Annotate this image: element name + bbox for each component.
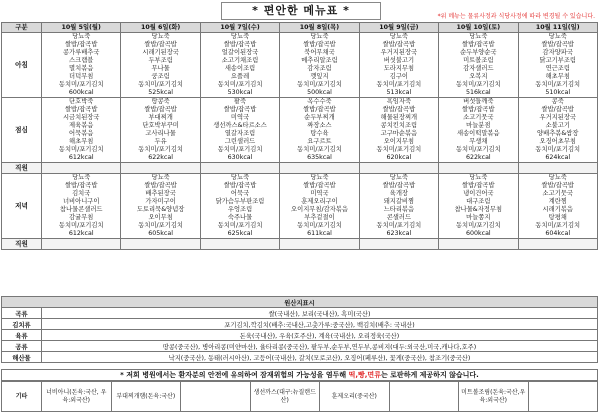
origin-row (2, 308, 598, 319)
menu-item: 마늘분점 (466, 122, 491, 129)
menu-item: 더덕무침 (69, 73, 94, 80)
other-cell (181, 382, 251, 412)
menu-item: 오징어초무침 (539, 138, 577, 145)
menu-cell (121, 174, 200, 239)
menu-item: 당뇨죽 (548, 174, 567, 181)
kcal-value: 611kcal (307, 230, 332, 237)
origin-category: 김치류 (2, 319, 42, 330)
menu-item: 당뇨죽 (72, 33, 91, 40)
menu-item: 감자샐러드 (463, 65, 494, 72)
menu-item: 오이지무침 (383, 138, 415, 145)
menu-item: 동치미/포기김치 (535, 146, 581, 153)
menu-item: 당뇨죽 (548, 33, 567, 40)
kcal-value: 516kcal (465, 89, 491, 96)
meal-label: 직원 (2, 239, 42, 250)
menu-item: 김치국 (72, 190, 91, 197)
menu-item: 쌀밥/잡곡밥 (462, 41, 495, 48)
menu-item: 계란찜 (548, 198, 567, 205)
menu-cell (280, 98, 359, 163)
menu-cell (42, 98, 121, 163)
kcal-value: 612kcal (68, 154, 94, 161)
menu-item: 부대찌개 (148, 114, 173, 121)
menu-cell (359, 98, 438, 163)
note-text-after: 는 로판하게 제공하지 않습니다. (380, 371, 479, 379)
menu-item: 쌀밥/잡곡밥 (144, 106, 177, 113)
menu-item: 양배추볶&쌈장 (537, 130, 579, 137)
menu-item: 콘샐러드 (386, 214, 412, 221)
origin-text: 땅콩(중국산), 병아리콩(미얀마산), 율타리콩(중국산), 팥두부,순두부,연두부,콩비지(대두:외국산,미국,캐나다,호주) (42, 341, 598, 352)
menu-item: 쌀밥/잡곡밥 (223, 106, 257, 113)
menu-cell (200, 33, 279, 98)
kcal-value: 500kcal (307, 89, 332, 96)
origin-category: 육류 (2, 330, 42, 341)
menu-item: 팥죽 (233, 98, 247, 105)
menu-item: 당뇨죽 (389, 33, 409, 40)
menu-cell (42, 163, 121, 174)
kcal-value: 525kcal (148, 89, 173, 96)
meal-label: 아침 (2, 33, 42, 98)
menu-item: 오이무침 (148, 214, 173, 221)
menu-item: 훈제오리구이 (301, 198, 338, 205)
menu-item: 동치미/포기김치 (455, 222, 501, 229)
menu-item: 당뇨죽 (310, 33, 329, 40)
staff-meal-row (2, 239, 598, 250)
other-cell: 부대찌개햄(돈육:국산) (111, 382, 181, 412)
menu-cell (439, 98, 518, 163)
kcal-value: 612kcal (68, 230, 94, 237)
menu-item: 당뇨죽 (151, 174, 170, 181)
menu-item: 동치미/포기김치 (217, 222, 263, 229)
menu-cell (439, 174, 518, 239)
menu-item: 요구르트 (307, 138, 332, 145)
menu-cell (280, 163, 359, 174)
kcal-value: 600kcal (68, 89, 94, 96)
menu-item: 오복지 (469, 73, 488, 80)
origin-row (2, 352, 598, 363)
menu-cell (518, 33, 597, 98)
meal-row (2, 33, 598, 98)
menu-item: 김구이 (389, 73, 409, 80)
menu-cell (42, 33, 121, 98)
menu-item: 쌀밥/잡곡밥 (64, 106, 98, 113)
kcal-value: 630kcal (227, 154, 253, 161)
menu-item: 얼갈이된장국 (221, 49, 259, 56)
menu-item: 대구조림 (466, 198, 491, 205)
menu-item: 쌀밥/잡곡밥 (462, 182, 495, 189)
menu-item: 요플레 (230, 73, 250, 80)
menu-item: 제육볶음 (69, 122, 94, 129)
other-cell: 너비아니(돈육:국산, 우육:외국산) (42, 382, 112, 412)
menu-item: 감귤무침 (69, 214, 94, 221)
menu-header-row (2, 23, 598, 33)
menu-item: 짜장소스 (307, 122, 332, 129)
other-label: 기타 (2, 382, 42, 412)
menu-cell (439, 239, 518, 250)
menu-item: 동치미/포기김치 (217, 146, 263, 153)
menu-item: 북어무채국 (304, 49, 335, 56)
menu-item: 소고기뭇국 (463, 114, 494, 121)
kcal-value: 622kcal (148, 154, 173, 161)
other-cell (389, 382, 459, 412)
menu-cell (359, 33, 438, 98)
origin-category: 곡류 (2, 308, 42, 319)
menu-item: 당뇨죽 (389, 174, 409, 181)
menu-item: 어묵볶음 (69, 130, 94, 137)
origin-row (2, 330, 598, 341)
menu-item: 탕평채 (548, 214, 567, 221)
origin-text: 돈육(국내산), 우육(호주산), 계육(국내산), 오리정육(국산) (42, 330, 598, 341)
menu-item: 소불고기 (545, 122, 570, 129)
menu-cell (42, 239, 121, 250)
menu-item: 새송이조림 (224, 65, 256, 72)
kcal-value: 604kcal (545, 230, 571, 237)
menu-item: 도토리묵&양념장 (136, 206, 185, 213)
menu-cell (280, 239, 359, 250)
menu-item: 배추된장국 (145, 190, 176, 197)
menu-item: 마늘쫑지 (466, 214, 491, 221)
menu-item: 열갈자조림 (224, 130, 256, 137)
menu-item: 도라지무침 (383, 65, 415, 72)
menu-item: 어묵국 (230, 190, 250, 197)
menu-item: 당뇨죽 (469, 33, 488, 40)
menu-cell (359, 174, 438, 239)
menu-item: 옥수수죽 (307, 98, 332, 105)
menu-item: 새송이떡말볶음 (457, 130, 500, 137)
menu-item: 우엉조림 (227, 206, 253, 213)
menu-cell (518, 163, 597, 174)
hospital-safety-note (1, 369, 598, 381)
menu-item: 콩가루배추국 (62, 49, 100, 56)
header-day: 10월 11일(일) (518, 23, 597, 33)
menu-item: 쌀밥/잡곡밥 (462, 106, 495, 113)
kcal-value: 620kcal (386, 154, 412, 161)
menu-item: 우거지된장국 (380, 49, 418, 56)
menu-item: 소고기채조림 (221, 57, 259, 64)
menu-item: 단호박부꾸미 (142, 122, 179, 129)
menu-item: 당뇨죽 (230, 33, 250, 40)
menu-item: 참나물콘샐러드 (59, 206, 103, 213)
menu-item: 동치미/포기김치 (376, 146, 422, 153)
menu-item: 무생채 (469, 138, 488, 145)
menu-item: 우거지된장국 (539, 114, 577, 121)
menu-title: * 편안한 메뉴표 * (221, 2, 381, 20)
menu-item: 참나물&자정무침 (454, 206, 503, 213)
kcal-value: 605kcal (148, 230, 173, 237)
menu-cell (200, 163, 279, 174)
header-day: 10월 10일(토) (439, 23, 518, 33)
kcal-value: 510kcal (545, 89, 571, 96)
header-day: 10월 7일(수) (200, 23, 279, 33)
menu-item: 흑임자죽 (386, 98, 412, 105)
other-cell (528, 382, 598, 412)
staff-meal-row (2, 163, 598, 174)
menu-cell (359, 163, 438, 174)
menu-item: 버섯불고기 (383, 57, 415, 64)
menu-item: 시금치된장국 (62, 114, 100, 121)
menu-item: 순두부양순국 (460, 49, 497, 56)
menu-item: 느타리볶음 (383, 206, 415, 213)
menu-item: 당뇨죽 (469, 174, 488, 181)
menu-cell (439, 33, 518, 98)
menu-item: 너비아니구이 (62, 198, 100, 205)
menu-item: 멸치볶음 (69, 65, 94, 72)
menu-item: 동치미/포기김치 (376, 81, 422, 88)
meal-row (2, 174, 598, 239)
origin-category: 공류 (2, 341, 42, 352)
menu-item: 동치미/포기김치 (535, 81, 581, 88)
menu-item: 쌀밥/잡곡밥 (303, 106, 336, 113)
origin-text: 포기김치,깍김치(배추:국내산,고춧가루:중국산), 백김치(배추: 국내산) (42, 319, 598, 330)
header-day: 10월 8일(목) (280, 23, 359, 33)
meal-label: 점심 (2, 98, 42, 163)
header-day: 10월 6일(화) (121, 23, 200, 33)
menu-item: 냉이건어국 (463, 190, 494, 197)
menu-cell (359, 239, 438, 250)
menu-item: 당뇨죽 (151, 33, 170, 40)
menu-item: 고구마순볶음 (380, 130, 418, 137)
origin-text: 낙지(중국산), 동태(러시아산), 고등어(국내산), 갈치(모로코산), 오징어(페루산), 꽃게(중국산), 참조기(중국산) (42, 352, 598, 363)
menu-item: 동치미/포기김치 (58, 222, 104, 229)
menu-item: 당뇨죽 (230, 174, 250, 181)
menu-item: 숙주나물 (227, 214, 253, 221)
header-day: 10월 5일(월) (42, 23, 121, 33)
menu-item: 시래기된장국 (142, 49, 179, 56)
menu-cell (439, 163, 518, 174)
menu-item: 두부조림 (148, 57, 173, 64)
menu-item: 메추리알조림 (301, 57, 338, 64)
menu-item: 쌀밥/잡곡밥 (64, 182, 98, 189)
meal-row (2, 98, 598, 163)
origin-table (1, 296, 598, 363)
weekly-menu-table (1, 22, 598, 250)
menu-item: 쌀밥/잡곡밥 (64, 41, 98, 48)
origin-title: 원산지표시 (2, 297, 598, 308)
menu-item: 깻잎지 (310, 73, 329, 80)
menu-item: 스크램블 (69, 57, 94, 64)
menu-cell (200, 174, 279, 239)
menu-item: 감자조림 (307, 65, 332, 72)
menu-item: 해초무침 (545, 73, 570, 80)
menu-item: 탕수육 (310, 130, 329, 137)
meal-label: 직원 (2, 163, 42, 174)
menu-item: 생선까스&타르소스 (213, 122, 267, 129)
menu-item: 쌀밥/잡곡밥 (541, 41, 575, 48)
other-cell: 훈제오리(중국산) (320, 382, 390, 412)
header-category: 구분 (2, 23, 42, 33)
other-cell: 미트볼조림(돈육:국산,우육:외국산) (459, 382, 529, 412)
menu-item: 시래기볶음 (542, 206, 573, 213)
menu-item: 고사리나물 (145, 130, 176, 137)
menu-cell (518, 174, 597, 239)
kcal-value: 624kcal (545, 154, 571, 161)
menu-item: 동치미/포기김치 (376, 222, 422, 229)
kcal-value: 513kcal (386, 89, 412, 96)
menu-cell (518, 98, 597, 163)
menu-item: 땅콩죽 (151, 98, 170, 105)
menu-cell (121, 239, 200, 250)
menu-item: 단호박죽 (69, 98, 94, 105)
origin-row (2, 341, 598, 352)
menu-item: 미역국 (230, 114, 250, 121)
menu-item: 쌀밥/잡곡밥 (223, 182, 257, 189)
menu-item: 동치미/포기김치 (138, 146, 183, 153)
menu-cell (42, 174, 121, 239)
menu-item: 쌀밥/잡곡밥 (382, 106, 416, 113)
menu-item: 쌀밥/잡곡밥 (541, 182, 575, 189)
menu-cell (280, 174, 359, 239)
menu-item: 무나물 (151, 65, 170, 72)
menu-item: 동치미/포기김치 (297, 222, 342, 229)
menu-item: 해물된장찌개 (380, 114, 418, 121)
menu-item: 부추겉절이 (304, 214, 335, 221)
menu-item: 그린샐러드 (224, 138, 256, 145)
menu-item: 해초무침 (69, 138, 94, 145)
menu-item: 쌀밥/잡곡밥 (382, 182, 416, 189)
menu-cell (518, 239, 597, 250)
menu-item: 감자양파국 (542, 49, 573, 56)
menu-item: 육개장 (389, 190, 409, 197)
menu-item: 오이지무침/감자볶음 (291, 206, 348, 213)
note-text-before: * 저희 병원에서는 환자분의 안전에 유의하여 잠재위험의 가능성을 염두해 (120, 371, 349, 379)
menu-item: 돼지갈비찜 (383, 198, 415, 205)
menu-item: 연근조림 (545, 65, 570, 72)
kcal-value: 623kcal (386, 230, 412, 237)
menu-item: 닭고기부조림 (539, 57, 577, 64)
menu-item: 동치미/포기김치 (455, 81, 501, 88)
menu-item: 동치미/포기김치 (455, 146, 501, 153)
note-highlight: 떡,빵,면류 (348, 371, 381, 379)
kcal-value: 625kcal (227, 230, 253, 237)
menu-cell (200, 239, 279, 250)
menu-item: 동치미/포기김치 (58, 146, 104, 153)
menu-item: 쌀밥/잡곡밥 (303, 41, 336, 48)
origin-category: 해산물 (2, 352, 42, 363)
menu-item: 당뇨죽 (310, 174, 329, 181)
menu-item: 쌀밥/잡곡밥 (382, 41, 416, 48)
menu-cell (121, 33, 200, 98)
menu-item: 미역국 (310, 190, 329, 197)
menu-item: 닭가슴두부판조림 (215, 198, 265, 205)
menu-item: 버섯들깨죽 (463, 98, 494, 105)
menu-item: 쌀밥/잡곡밥 (144, 182, 177, 189)
menu-item: 두유 (154, 138, 167, 145)
menu-item: 동치미/포기김치 (138, 81, 183, 88)
menu-cell (121, 163, 200, 174)
menu-item: 동치미/포기김치 (138, 222, 183, 229)
menu-cell (200, 98, 279, 163)
menu-item: 당뇨죽 (72, 174, 91, 181)
menu-item: 쌀밥/잡곡밥 (541, 106, 575, 113)
menu-item: 쌀밥/잡곡밥 (303, 182, 336, 189)
other-cell: 생선까스(대구:뉴질랜드산) (250, 382, 320, 412)
other-origin-table (1, 381, 598, 412)
origin-row (2, 319, 598, 330)
origin-text: 쌀(국내산), 보리(국내산), 흑미(국산) (42, 308, 598, 319)
meal-label: 저녁 (2, 174, 42, 239)
header-day: 10월 9일(금) (359, 23, 438, 33)
menu-item: 콩죽 (551, 98, 564, 105)
menu-item: 동치미/포기김치 (297, 81, 342, 88)
change-notice: *위 메뉴는 물류사정과 식당사정에 따라 변경될 수 있습니다. (437, 13, 595, 20)
menu-cell (121, 98, 200, 163)
menu-item: 동치미/포기김치 (535, 222, 581, 229)
menu-item: 쌀밥/잡곡밥 (144, 41, 177, 48)
menu-item: 미트볼조림 (463, 57, 494, 64)
menu-item: 순두부찌개 (304, 114, 335, 121)
menu-item: 쌀밥/잡곡밥 (223, 41, 257, 48)
menu-cell (280, 33, 359, 98)
menu-item: 소고기뭇국 (542, 190, 573, 197)
kcal-value: 530kcal (227, 89, 253, 96)
menu-item: 가자미구이 (145, 198, 176, 205)
menu-item: 동치미/포기김치 (58, 81, 104, 88)
menu-item: 쿵조림 (151, 73, 170, 80)
kcal-value: 622kcal (465, 154, 491, 161)
kcal-value: 600kcal (465, 230, 491, 237)
menu-item: 동치미/포기김치 (217, 81, 263, 88)
menu-item: 콩치킨치조림 (380, 122, 418, 129)
kcal-value: 635kcal (307, 154, 332, 161)
menu-item: 동치미/포기김치 (297, 146, 342, 153)
